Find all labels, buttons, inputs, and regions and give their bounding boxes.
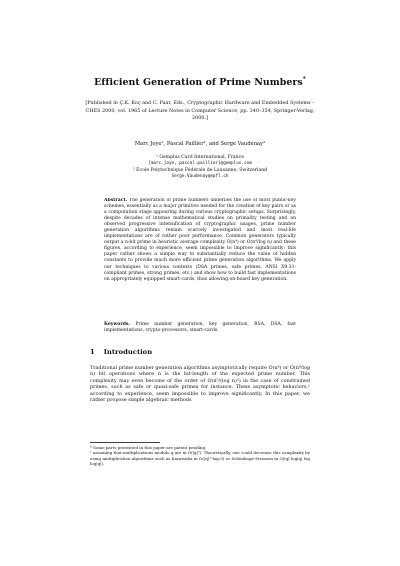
introduction-paragraph: Traditional prime number generation algorithms asymptotically require O(n⁴) or O(n⁴/log n) bit operations where n is the bit-length of the expected prime number. This complexity may even become of the order of O(n⁵/(log n)²) in the case of constrained primes, such as safe or quasi-safe primes for instance. These asymptotic behaviors,¹ according to experience, seem impossible to improve significantly. In this paper, we rather propose simple algebraic methods bbox=[90, 365, 310, 404]
abstract bbox=[104, 198, 296, 324]
keywords-text: Prime number generation, key generation, RSA, DSA, fast implementations, crypto-processors, smart-cards. bbox=[104, 322, 296, 334]
footnote-patent: * Some parts presented in this paper are patent pending. bbox=[90, 445, 207, 450]
footnote-complexity: ¹ assuming that multiplications modulo q are in O(|q|²). Theoretically, one could decrease this complexity by using multiplication algorithms such as Karatsuba in O(|q|^log₂3) or Schönhage-Strassen in O(|q| log|q| log log|q|). bbox=[90, 450, 310, 466]
affiliations bbox=[80, 155, 320, 181]
section-number: 1 bbox=[90, 348, 95, 356]
publication-note: [Published in Ç.K. Koç and C. Paar, Eds., Cryptographic Hardware and Embedded Systems – CHES 2000, vol. 1965 of Lecture Notes in Computer Science, pp. 340–354, Springer-Verlag, 2000.] bbox=[85, 100, 315, 122]
section-heading bbox=[90, 348, 310, 356]
keywords bbox=[104, 322, 296, 334]
affiliation-2-email: Serge.Vaudenay@epfl.ch bbox=[171, 174, 229, 180]
title-footnote-mark: * bbox=[302, 76, 306, 83]
keywords-label: Keywords. bbox=[104, 322, 131, 327]
abstract-text: The generation of prime numbers underlies the use of most public-key schemes, essentially as a major primitive needed for the creation of key pairs or as a computation stage appearing during various cryptographic setups. Surprisingly, despite decades of intense mathematical studies on primality testing and an observed progressive intensification of cryptographic usages, prime number generation algorithms remain scarcely investigated and most real-life implementations are of rather poor performance. Common generators typically output a n-bit prime in heuristic average complexity O(n⁴) or O(n⁴/log n) and these figures, according to experience, seem impossible to improve significantly: this paper rather shows a simple way to substantially reduce the value of hidden constants to provide much more efficient prime generation algorithms. We apply our techniques to various contexts (DSA primes, safe primes, ANSI X9.31-compliant primes, strong primes, etc.) and show how to build fast implementations on appropriately equipped smart-cards, thus allowing on-board key generation. bbox=[104, 198, 296, 282]
paper-title bbox=[80, 76, 320, 88]
footnotes bbox=[90, 445, 310, 466]
footnote-rule bbox=[90, 442, 160, 443]
section-title: Introduction bbox=[103, 348, 153, 356]
affiliation-1: ¹ Gemplus Card International, France bbox=[156, 155, 244, 160]
affiliation-1-email: {marc.joye, pascal.paillier}@gemplus.com bbox=[148, 161, 252, 167]
paper-title-text: Efficient Generation of Prime Numbers bbox=[94, 77, 303, 89]
abstract-label: Abstract. bbox=[104, 198, 128, 203]
affiliation-2: ² École Polytechnique Fédérale de Lausanne, Switzerland bbox=[132, 167, 268, 173]
author-list: Marc Joye¹, Pascal Paillier¹, and Serge Vaudenay² bbox=[134, 141, 266, 147]
